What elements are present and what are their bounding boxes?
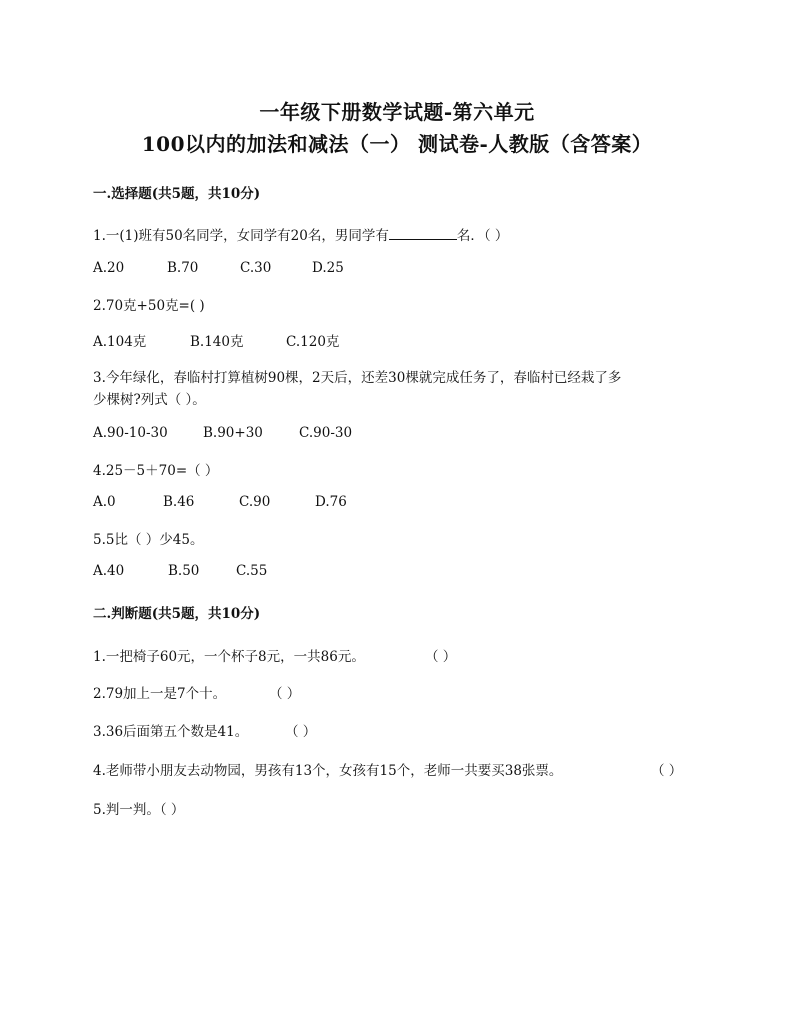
s1-q1-text-after: 名．（ ） xyxy=(456,228,509,244)
s1-question-4: 4.25－5＋70=（ ） xyxy=(93,463,219,479)
option-c[interactable]: C.120克 xyxy=(286,334,340,350)
section2-heading: 二.判断题(共5题，共10分) xyxy=(93,606,261,622)
s2-q2-text: 2.79加上一是7个十。 xyxy=(93,686,227,702)
option-b[interactable]: B.90+30 xyxy=(203,425,263,441)
s1-question-3-line1: 3.今年绿化，春临村打算植树90棵，2天后，还差30棵就完成任务了，春临村已经栽了多 xyxy=(93,370,622,386)
s1-q5-options xyxy=(93,563,267,579)
s1-question-3-line2: 少棵树?列式（ ）。 xyxy=(93,392,206,408)
s2-question-5: 5.判一判。（ ） xyxy=(93,802,185,818)
exam-title-line2: 100以内的加法和减法（一） 测试卷-人教版（含答案） xyxy=(141,132,653,156)
option-c[interactable]: C.90 xyxy=(239,494,271,510)
option-a[interactable]: A.40 xyxy=(93,563,125,579)
s2-question-2 xyxy=(93,682,301,702)
option-b[interactable]: B.70 xyxy=(167,260,199,276)
option-c[interactable]: C.55 xyxy=(236,563,268,579)
s1-q3-options xyxy=(93,425,352,441)
answer-paren[interactable]: （ ） xyxy=(285,724,317,740)
option-b[interactable]: B.50 xyxy=(168,563,200,579)
s1-q1-text-before: 1.一(1)班有50名同学，女同学有20名，男同学有 xyxy=(93,228,389,244)
s1-question-1 xyxy=(93,224,508,244)
s2-q1-text: 1.一把椅子60元，一个杯子8元，一共86元。 xyxy=(93,649,365,665)
answer-blank[interactable] xyxy=(389,227,457,240)
s2-q4-text: 4.老师带小朋友去动物园，男孩有13个，女孩有15个，老师一共要买38张票。 xyxy=(93,763,563,779)
answer-paren[interactable]: （ ） xyxy=(425,649,457,665)
option-b[interactable]: B.46 xyxy=(163,494,195,510)
option-c[interactable]: C.30 xyxy=(240,260,272,276)
s1-q4-options xyxy=(93,494,347,510)
option-a[interactable]: A.20 xyxy=(93,260,125,276)
s1-question-5: 5.5比（ ）少45。 xyxy=(93,532,204,548)
option-a[interactable]: A.90-10-30 xyxy=(93,425,168,441)
s2-question-4 xyxy=(93,759,683,779)
s2-q3-text: 3.36后面第五个数是41。 xyxy=(93,724,249,740)
s2-question-1 xyxy=(93,645,457,665)
s2-question-3 xyxy=(93,720,317,740)
option-a[interactable]: A.0 xyxy=(93,494,116,510)
exam-title-line1: 一年级下册数学试题-第六单元 xyxy=(259,100,535,124)
section1-heading: 一.选择题(共5题，共10分) xyxy=(93,186,261,202)
option-a[interactable]: A.104克 xyxy=(93,334,147,350)
option-b[interactable]: B.140克 xyxy=(190,334,244,350)
s1-q2-options xyxy=(93,330,339,350)
s1-q1-options xyxy=(93,260,344,276)
answer-paren[interactable]: （ ） xyxy=(269,686,301,702)
option-c[interactable]: C.90-30 xyxy=(299,425,353,441)
option-d[interactable]: D.76 xyxy=(315,494,347,510)
option-d[interactable]: D.25 xyxy=(312,260,344,276)
answer-paren[interactable]: （ ） xyxy=(651,763,683,779)
s1-question-2: 2.70克+50克=( ) xyxy=(93,298,205,314)
